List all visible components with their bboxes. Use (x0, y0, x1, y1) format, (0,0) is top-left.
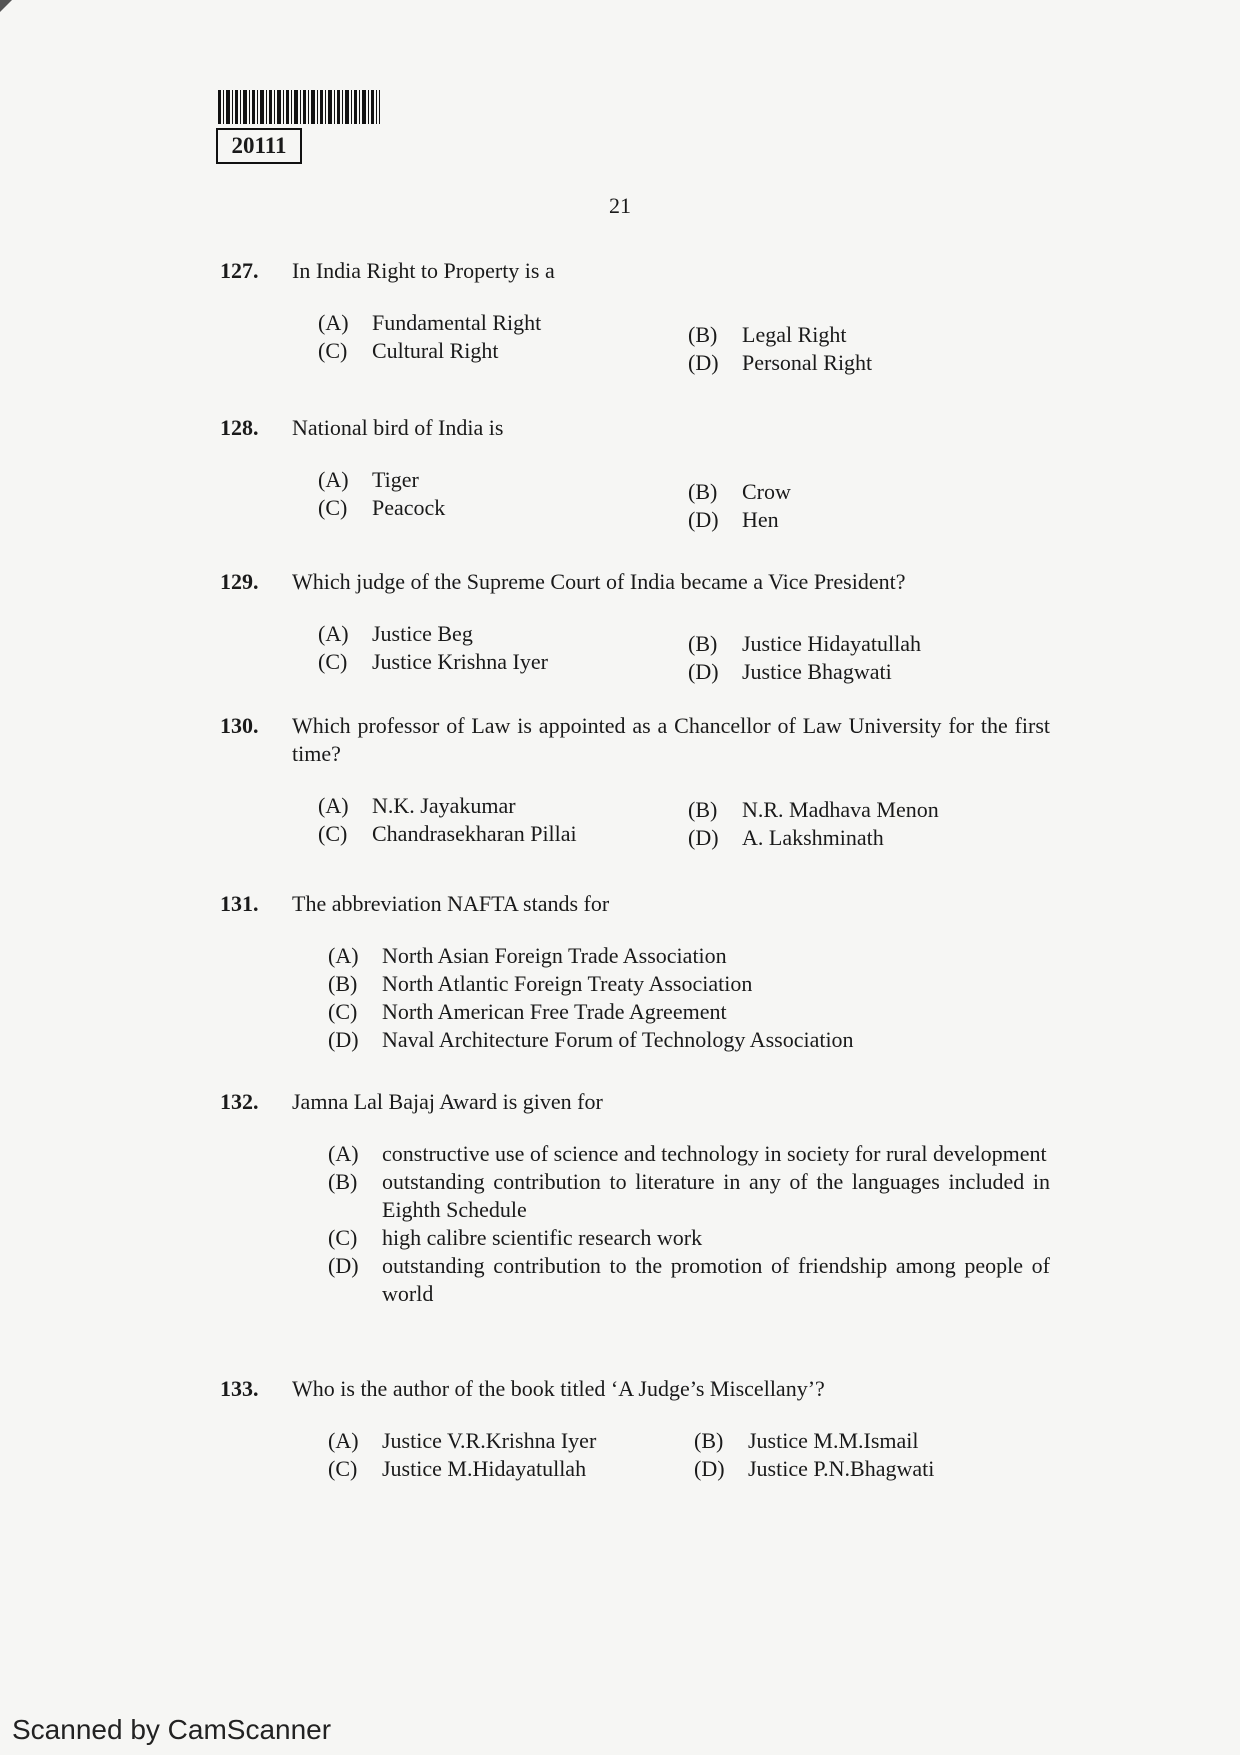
question-133 (220, 1375, 1050, 1487)
option-c: (C) high calibre scientific research work (328, 1225, 703, 1250)
option-b: (B) N.R. Madhava Menon (688, 797, 939, 822)
option-a: (A) Justice Beg (318, 621, 473, 646)
option-d: (D) A. Lakshminath (688, 825, 884, 850)
option-b: (B) Justice M.M.Ismail (694, 1428, 919, 1453)
page-number: 21 (609, 193, 631, 218)
question-text: The abbreviation NAFTA stands for (292, 891, 610, 916)
paper-code: 20111 (216, 128, 302, 164)
barcode (218, 90, 380, 124)
option-a: (A) Tiger (318, 467, 419, 492)
question-text: Which professor of Law is appointed as a Chancellor of Law University for the first time? (292, 713, 1050, 766)
question-number: 131. (220, 891, 259, 916)
question-text: Jamna Lal Bajaj Award is given for (292, 1089, 603, 1114)
option-c: (C) Justice Krishna Iyer (318, 649, 548, 674)
question-130 (220, 712, 1050, 852)
option-d: (D) Hen (688, 507, 779, 532)
option-a: (A) constructive use of science and technology in society for rural development (328, 1141, 1047, 1166)
option-b: (B) Justice Hidayatullah (688, 631, 922, 656)
option-a: (A) Justice V.R.Krishna Iyer (328, 1428, 597, 1453)
option-a: (A) North Asian Foreign Trade Association (328, 943, 727, 968)
option-d: (D) Personal Right (688, 350, 873, 375)
question-number: 132. (220, 1089, 259, 1114)
question-number: 130. (220, 713, 259, 738)
question-number: 128. (220, 415, 259, 440)
question-129 (220, 568, 1050, 684)
option-c: (C) North American Free Trade Agreement (328, 999, 727, 1024)
question-text: Who is the author of the book titled ‘A Judge’s Miscellany’? (292, 1376, 825, 1401)
option-a: (A) Fundamental Right (318, 310, 542, 335)
question-text: Which judge of the Supreme Court of India became a Vice President? (292, 569, 906, 594)
option-b: (B) North Atlantic Foreign Treaty Association (328, 971, 753, 996)
option-c: (C) Chandrasekharan Pillai (318, 821, 577, 846)
option-a: (A) N.K. Jayakumar (318, 793, 516, 818)
question-text: In India Right to Property is a (292, 258, 555, 283)
question-132 (220, 1088, 1050, 1308)
option-d: (D) Justice P.N.Bhagwati (694, 1456, 935, 1481)
question-127 (220, 257, 1050, 375)
question-131 (220, 890, 1050, 1054)
option-b: (B) Legal Right (688, 322, 847, 347)
page-corner-mark (0, 0, 12, 12)
question-number: 129. (220, 569, 259, 594)
option-b: (B) outstanding contribution to literature in any of the languages included in Eighth Schedule (328, 1169, 1050, 1222)
option-d: (D) Justice Bhagwati (688, 659, 892, 684)
option-b: (B) Crow (688, 479, 791, 504)
option-c: (C) Justice M.Hidayatullah (328, 1456, 587, 1481)
option-d: (D) outstanding contribution to the promotion of friendship among people of world (328, 1253, 1050, 1306)
option-c: (C) Cultural Right (318, 338, 499, 363)
question-number: 127. (220, 258, 259, 283)
question-128 (220, 414, 1050, 532)
question-number: 133. (220, 1376, 259, 1401)
question-text: National bird of India is (292, 415, 504, 440)
option-d: (D) Naval Architecture Forum of Technology Association (328, 1027, 854, 1052)
scanner-watermark: Scanned by CamScanner (12, 1714, 332, 1745)
option-c: (C) Peacock (318, 495, 446, 520)
